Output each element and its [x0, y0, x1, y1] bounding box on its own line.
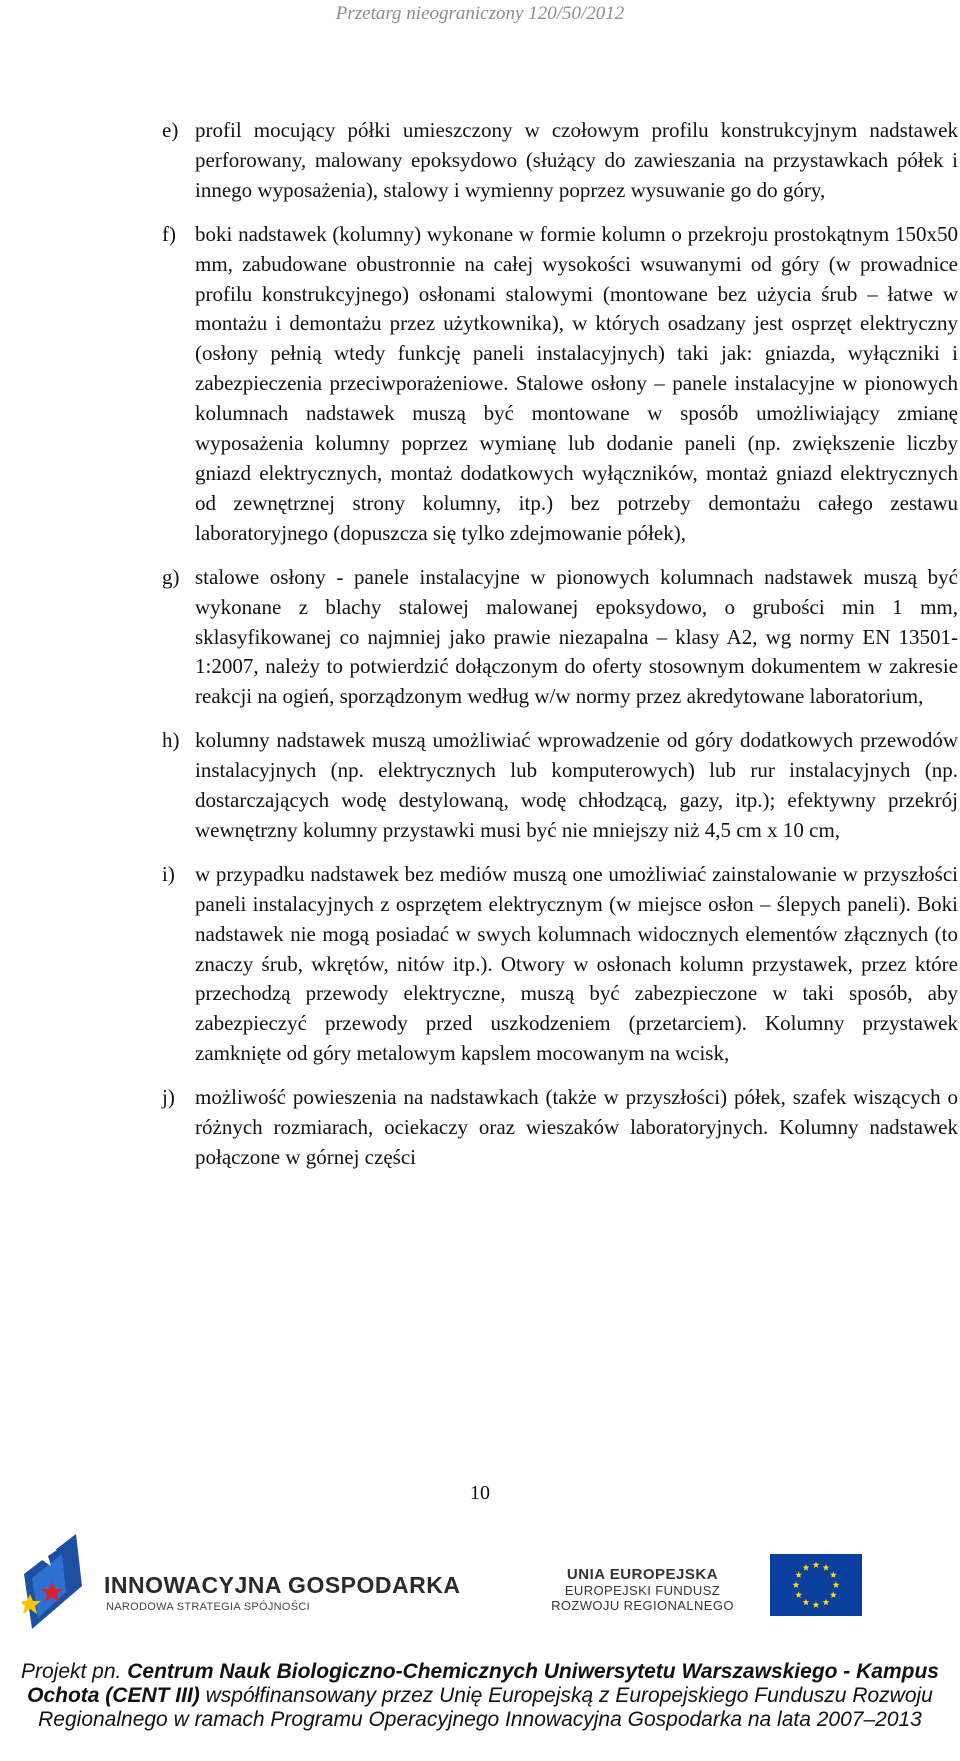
list-item-text: kolumny nadstawek muszą umożliwiać wprowadzenie od góry dodatkowych przewodów instalacyjnych (np. elektrycznych lub komputerowych) lub rur instalacyjnych (np. dostarczających wodę destylowaną, wodę chłodzącą, gazy, itp.); efektywny przekrój wewnętrzny kolumny przystawki musi być nie mniejszy niż 4,5 cm x 10 cm, [195, 728, 958, 842]
list-item-e [162, 116, 958, 206]
list-item-j [162, 1083, 958, 1173]
list-item-text: profil mocujący półki umieszczony w czołowym profilu konstrukcyjnym nadstawek perforowany, malowany epoksydowo (służący do zawieszania na przystawkach półek i innego wyposażenia), stalowy i wymienny poprzez wysuwanie go do góry, [195, 118, 958, 202]
list-item-g [162, 563, 958, 713]
list-item-letter: h) [162, 728, 180, 753]
list-item-letter: i) [162, 861, 175, 886]
list-item-text: stalowe osłony - panele instalacyjne w pionowych kolumnach nadstawek muszą być wykonane z blachy stalowej malowanej epoksydowo, o grubości min 1 mm, sklasyfikowanej co najmniej jako prawie niezapalna – klasy A2, wg normy EN 13501-1:2007, należy to potwierdzić dołączonym do oferty stosownym dokumentem w zakresie reakcji na ogień, sporządzonym według w/w normy przez akredytowane laboratorium, [195, 564, 958, 709]
list-item-letter: g) [162, 564, 180, 589]
eu-line-3: ROZWOJU REGIONALNEGO [551, 1598, 734, 1613]
innovative-economy-subtitle: NARODOWA STRATEGIA SPÓJNOŚCI [106, 1601, 310, 1613]
eu-flag-icon [770, 1554, 862, 1616]
eu-line-2: EUROPEJSKI FUNDUSZ [564, 1583, 721, 1598]
innovative-economy-title: INNOWACYJNA GOSPODARKA [104, 1572, 461, 1598]
list-item-text: możliwość powieszenia na nadstawkach (także w przyszłości) półek, szafek wiszących o różnych rozmiarach, ociekaczy oraz wieszaków laboratoryjnych. Kolumny nadstawek połączone w górnej części [195, 1085, 958, 1169]
list-item-text: w przypadku nadstawek bez mediów muszą one umożliwiać zainstalowanie w przyszłości paneli instalacyjnych z osprzętem elektrycznym (w miejsce osłon – ślepych paneli). Boki nadstawek nie mogą posiadać w swych kolumnach widocznych elementów złącznych (to znaczy śrub, wkrętów, nitów itp.). Otwory w osłonach kolumn przystawek, przez które przechodzą przewody elektryczne, muszą być zabezpieczone w taki sposób, aby zabezpieczyć przewody przed uszkodzeniem (przetarciem). Kolumny przystawek zamknięte od góry metalowym kapslem mocowanym na wcisk, [195, 861, 958, 1066]
list-item-h [162, 726, 958, 846]
footer-project-name: Centrum Nauk Biologiczno-Chemicznych Uniwersytetu Warszawskiego - Kampus Ochota (CENT III) [27, 1660, 939, 1707]
footer-prefix: Projekt pn. [20, 1660, 128, 1683]
innovative-economy-logo-icon [22, 1534, 100, 1629]
list-item-letter: e) [162, 118, 179, 142]
eu-fund-text [535, 1566, 750, 1613]
list-item-text: boki nadstawek (kolumny) wykonane w formie kolumn o przekroju prostokątnym 150x50 mm, zabudowane obustronnie na całej wysokości wsuwanymi od góry (w prowadnice profilu konstrukcyjnego) osłonami stalowymi (montowane bez użycia śrub – łatwe w montażu i demontażu przez użytkownika), w których osadzany jest osprzęt elektryczny (osłony pełnią wtedy funkcję paneli instalacyjnych) taki jak: gniazda, wyłączniki i zabezpieczenia przeciwporażeniowe. Stalowe osłony – panele instalacyjne w pionowych kolumnach nadstawek muszą być montowane w sposób umożliwiający zmianę wyposażenia kolumny poprzez wymianę lub dodanie paneli (np. zwiększenie liczby gniazd elektrycznych, montaż dodatkowych wyłączników, montaż gniazd elektrycznych od zewnętrznej strony kolumny, itp.) bez potrzeby demontażu całego zestawu laboratoryjnego (dopuszcza się tylko zdejmowanie półek), [195, 221, 958, 545]
project-footer [0, 1660, 960, 1732]
footer-cofinance: współfinansowany przez Unię Europejską z Europejskiego Funduszu Rozwoju Regionalnego w ramach Programu Operacyjnego Innowacyjna Gospodarka na lata 2007–2013 [38, 1684, 933, 1731]
list-item-f [162, 220, 958, 549]
list-item-letter: j) [162, 1085, 175, 1110]
funding-logos [0, 1520, 960, 1640]
page-number: 10 [470, 1482, 490, 1504]
running-header: Przetarg nieograniczony 120/50/2012 [335, 3, 625, 24]
eu-line-1: UNIA EUROPEJSKA [566, 1566, 719, 1583]
list-item-i [162, 860, 958, 1069]
requirements-list [162, 116, 958, 1187]
list-item-letter: f) [162, 221, 176, 246]
